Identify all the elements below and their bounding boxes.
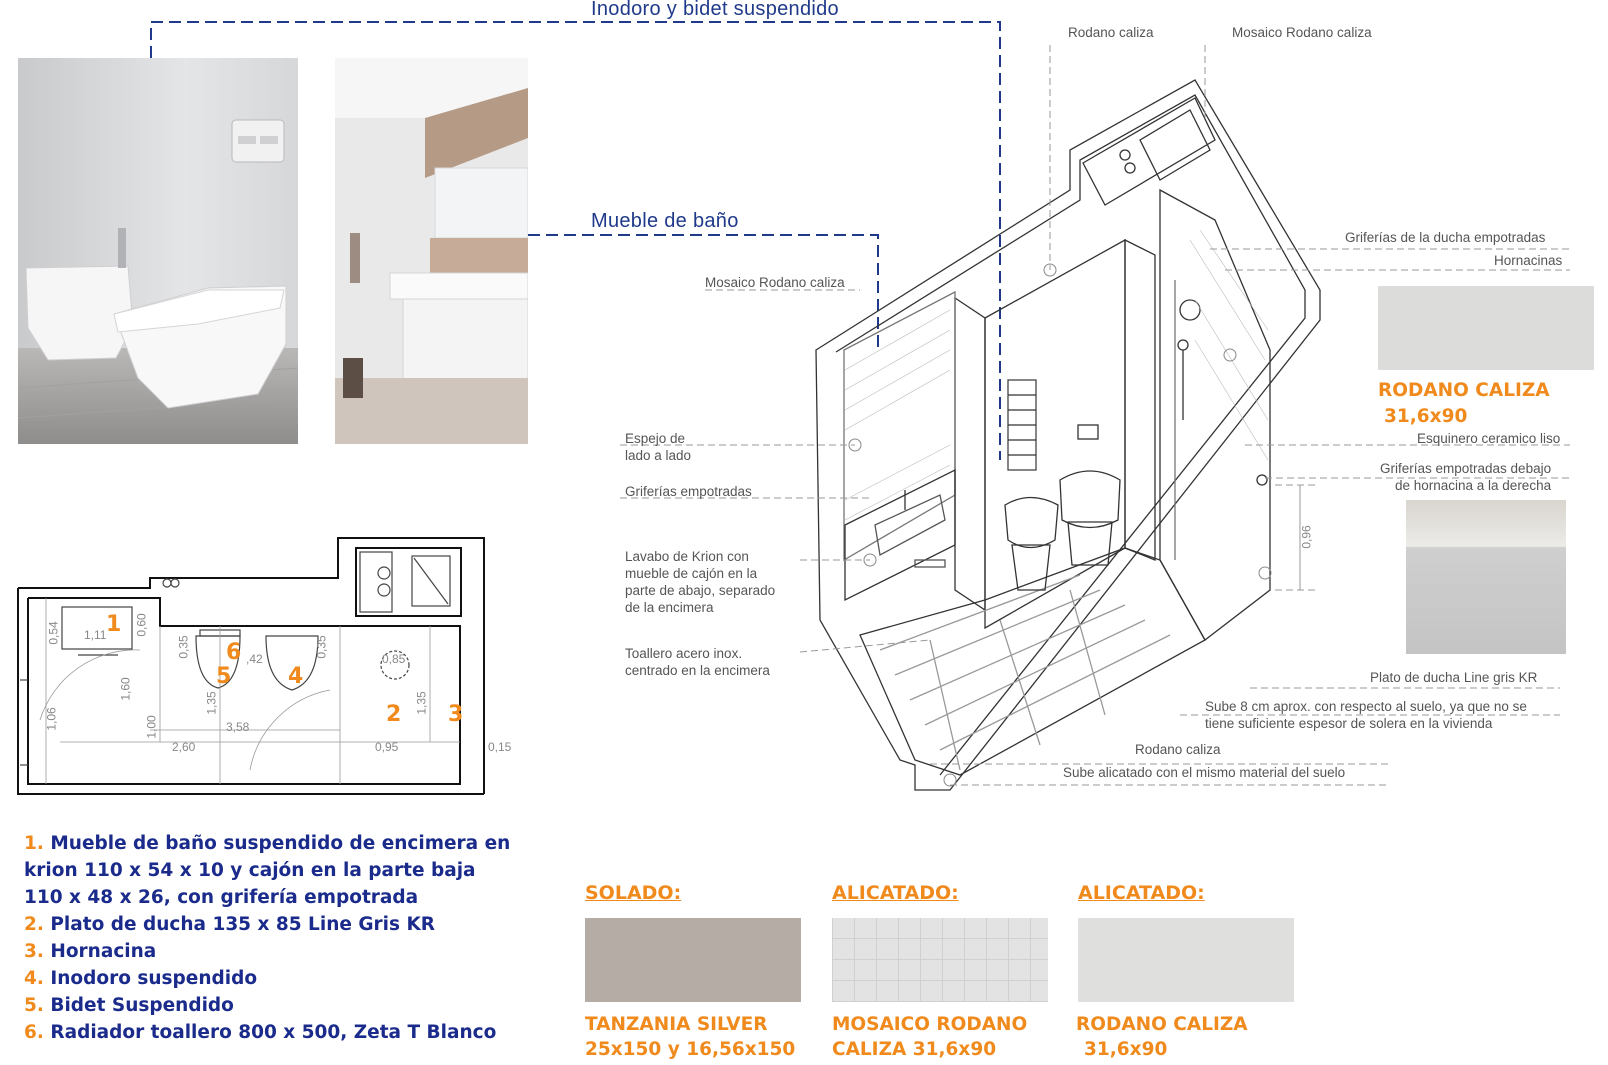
material-alicatado-rodano-name: RODANO CALIZA 31,6x90 [1076, 1014, 1248, 1060]
legend-item-5: 5. Bidet Suspendido [24, 995, 234, 1016]
plan-dim-111: 1,11 [84, 628, 107, 642]
note-mosaico-rodano-top: Mosaico Rodano caliza [1232, 25, 1372, 40]
plan-number-4: 4 [288, 664, 304, 689]
material-solado-heading: SOLADO: [585, 882, 682, 904]
note-rodano-caliza-bottom: Rodano caliza [1135, 742, 1221, 757]
plan-dim-015: 0,15 [488, 740, 512, 754]
plan-dim-085: 0,85 [382, 652, 406, 666]
plan-dim-135a: 1,35 [204, 691, 219, 715]
material-alicatado-mosaico-heading: ALICATADO: [832, 882, 959, 904]
material-solado-swatch [585, 918, 801, 1002]
plan-dim-358: 3,58 [226, 720, 250, 734]
callout-wc-label: Inodoro y bidet suspendido [591, 0, 839, 20]
plan-dim-160: 1,60 [118, 677, 133, 701]
plan-number-3: 3 [448, 702, 464, 727]
sample-rodano-size: 31,6x90 [1384, 406, 1468, 427]
note-lavabo-krion: Lavabo de Krion con mueble de cajón en la parte de abajo, separado de la encimera [625, 549, 776, 615]
note-plato-ducha: Plato de ducha Line gris KR [1370, 670, 1538, 685]
material-alicatado-mosaico-name: MOSAICO RODANO CALIZA 31,6x90 [832, 1014, 1028, 1060]
plan-dim-260: 2,60 [172, 740, 196, 754]
note-rodano-caliza-top: Rodano caliza [1068, 25, 1154, 40]
plan-number-5: 5 [216, 664, 232, 689]
note-griferias-ducha: Griferías de la ducha empotradas [1345, 230, 1546, 245]
sample-rodano-name: RODANO CALIZA [1378, 380, 1550, 401]
note-griferias-debajo: Griferías empotradas debajo de hornacina a la derecha [1380, 461, 1552, 493]
note-sube-alicatado: Sube alicatado con el mismo material del suelo [1063, 765, 1346, 780]
plan-number-2: 2 [386, 702, 402, 727]
legend-item-3: 3. Hornacina [24, 941, 157, 962]
plan-dim-100: 1,00 [144, 715, 159, 739]
plan-dim-035a: 0,35 [176, 635, 191, 659]
plan-number-6: 6 [226, 640, 242, 665]
note-mosaico-rodano-left: Mosaico Rodano caliza [705, 275, 845, 290]
plan-dim-042: ,42 [246, 652, 263, 666]
plan-dim-135b: 1,35 [414, 691, 429, 715]
plan-dim-095: 0,95 [375, 740, 399, 754]
material-alicatado-rodano-swatch [1078, 918, 1294, 1002]
callout-vanity-label: Mueble de baño [591, 210, 739, 232]
note-esquinero: Esquinero ceramico liso [1417, 431, 1561, 446]
plan-dim-035b: 0,35 [314, 635, 329, 659]
plan-dim-054: 0,54 [46, 621, 61, 645]
legend-item-2: 2. Plato de ducha 135 x 85 Line Gris KR [24, 914, 436, 935]
legend-item-4: 4. Inodoro suspendido [24, 968, 258, 989]
legend-item-1: 1. Mueble de baño suspendido de encimera en krion 110 x 54 x 10 y cajón en la parte baja 110 x 48 x 26, con grifería empotrada [24, 833, 511, 908]
dim-096: 0,96 [1299, 525, 1314, 549]
legend-list [24, 830, 544, 1046]
note-sube-8cm: Sube 8 cm aprox. con respecto al suelo, ya que no se tiene suficiente espesor de solera en la vivienda [1205, 699, 1527, 731]
note-griferias-empotradas: Griferías empotradas [625, 484, 752, 499]
note-espejo: Espejo de lado a lado [625, 431, 692, 463]
material-alicatado-rodano-heading: ALICATADO: [1078, 882, 1205, 904]
plan-dim-106: 1,06 [44, 707, 59, 731]
material-alicatado-mosaico-swatch [832, 918, 1048, 1002]
note-toallero: Toallero acero inox. centrado en la encimera [625, 646, 770, 678]
plan-dim-060: 0,60 [134, 613, 149, 637]
material-solado-name: TANZANIA SILVER 25x150 y 16,56x150 [585, 1014, 796, 1060]
note-hornacinas: Hornacinas [1494, 253, 1563, 268]
plan-number-1: 1 [106, 612, 122, 637]
legend-item-6: 6. Radiador toallero 800 x 500, Zeta T Blanco [24, 1022, 497, 1043]
